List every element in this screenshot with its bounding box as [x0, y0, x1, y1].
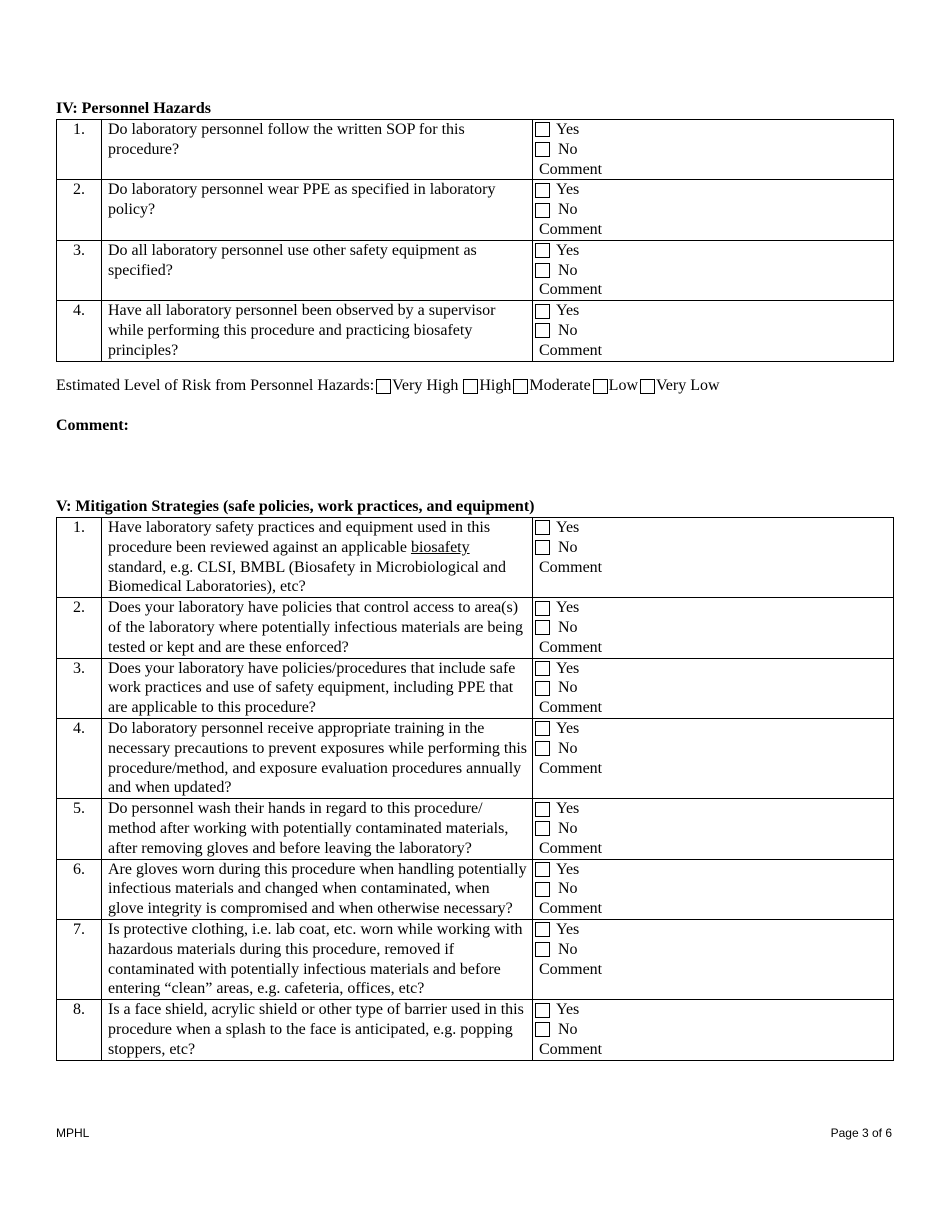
footer-left: MPHL: [56, 1126, 90, 1140]
question-text: Do personnel wash their hands in regard to this procedure/ method after working with potentially contaminated materials, after removing gloves and before leaving the laboratory?: [102, 799, 533, 859]
no-checkbox[interactable]: [535, 681, 550, 696]
yes-checkbox[interactable]: [535, 520, 550, 535]
answer-cell: [533, 718, 894, 798]
yes-option[interactable]: Yes: [535, 241, 893, 261]
footer-right: Page 3 of 6: [830, 1126, 892, 1140]
answer-cell: [533, 180, 894, 240]
row-number: 4.: [57, 301, 102, 361]
no-checkbox[interactable]: [535, 821, 550, 836]
answer-cell: [533, 1000, 894, 1060]
no-checkbox[interactable]: [535, 142, 550, 157]
answer-cell: [533, 120, 894, 180]
comment-field[interactable]: Comment: [539, 558, 603, 576]
yes-option[interactable]: Yes: [535, 659, 893, 679]
question-text: Do laboratory personnel wear PPE as specified in laboratory policy?: [102, 180, 533, 240]
row-number: 3.: [57, 240, 102, 300]
yes-checkbox[interactable]: [535, 922, 550, 937]
mitigation-strategies-table: [56, 517, 894, 1061]
no-checkbox[interactable]: [535, 203, 550, 218]
comment-field[interactable]: Comment: [539, 1040, 603, 1058]
row-number: 2.: [57, 598, 102, 658]
yes-checkbox[interactable]: [535, 122, 550, 137]
table-row: [57, 859, 894, 919]
yes-option[interactable]: Yes: [535, 719, 893, 739]
risk-low-checkbox[interactable]: [593, 379, 608, 394]
question-text: Is a face shield, acrylic shield or other type of barrier used in this procedure when a splash to the face is anticipated, e.g. popping stoppers, etc?: [102, 1000, 533, 1060]
no-checkbox[interactable]: [535, 263, 550, 278]
no-option[interactable]: No: [535, 940, 893, 960]
risk-high-label: High: [479, 377, 512, 394]
risk-very-low-label: Very Low: [656, 377, 720, 394]
answer-cell: [533, 919, 894, 999]
yes-checkbox[interactable]: [535, 661, 550, 676]
table-row: [57, 799, 894, 859]
question-text: Does your laboratory have policies that control access to area(s) of the laboratory where potentially infectious materials are being tested or kept and are these enforced?: [102, 598, 533, 658]
question-text: Have laboratory safety practices and equipment used in this procedure been reviewed against an applicable biosafety standard, e.g. CLSI, BMBL (Biosafety in Microbiological and Biomedical Laboratories), etc?: [102, 518, 533, 598]
section-iv-title: IV: Personnel Hazards: [56, 100, 211, 117]
yes-option[interactable]: Yes: [535, 301, 893, 321]
question-text: Is protective clothing, i.e. lab coat, etc. worn while working with hazardous materials during this procedure, removed if contaminated with potentially infectious materials and before entering “clean” areas, e.g. cafeteria, offices, etc?: [102, 919, 533, 999]
risk-moderate-checkbox[interactable]: [513, 379, 528, 394]
yes-option[interactable]: Yes: [535, 860, 893, 880]
comment-label: Comment:: [56, 417, 129, 434]
comment-field[interactable]: Comment: [539, 900, 603, 918]
row-number: 1.: [57, 120, 102, 180]
yes-option[interactable]: Yes: [535, 920, 893, 940]
answer-cell: [533, 598, 894, 658]
no-option[interactable]: No: [535, 739, 893, 759]
no-checkbox[interactable]: [535, 741, 550, 756]
comment-field[interactable]: Comment: [539, 160, 603, 178]
question-text: Do laboratory personnel receive appropriate training in the necessary precautions to prevent exposures while performing this procedure/method, and exposure evaluation procedures annually and when updated?: [102, 718, 533, 798]
no-option[interactable]: No: [535, 618, 893, 638]
no-checkbox[interactable]: [535, 540, 550, 555]
no-option[interactable]: No: [535, 140, 893, 160]
row-number: 8.: [57, 1000, 102, 1060]
no-checkbox[interactable]: [535, 882, 550, 897]
yes-checkbox[interactable]: [535, 802, 550, 817]
no-checkbox[interactable]: [535, 942, 550, 957]
no-option[interactable]: No: [535, 321, 893, 341]
yes-option[interactable]: Yes: [535, 180, 893, 200]
answer-cell: [533, 518, 894, 598]
yes-option[interactable]: Yes: [535, 799, 893, 819]
yes-checkbox[interactable]: [535, 1003, 550, 1018]
question-text: Are gloves worn during this procedure when handling potentially infectious materials and changed when contaminated, when glove integrity is compromised and when otherwise necessary?: [102, 859, 533, 919]
no-option[interactable]: No: [535, 1020, 893, 1040]
risk-very-high-label: Very High: [392, 377, 459, 394]
answer-cell: [533, 240, 894, 300]
section-v-title: V: Mitigation Strategies (safe policies, work practices, and equipment): [56, 498, 535, 515]
yes-option[interactable]: Yes: [535, 518, 893, 538]
yes-option[interactable]: Yes: [535, 598, 893, 618]
question-text: Do all laboratory personnel use other safety equipment as specified?: [102, 240, 533, 300]
yes-checkbox[interactable]: [535, 183, 550, 198]
risk-low-label: Low: [608, 377, 638, 394]
no-checkbox[interactable]: [535, 1022, 550, 1037]
comment-field[interactable]: Comment: [539, 281, 603, 299]
no-option[interactable]: No: [535, 879, 893, 899]
comment-field[interactable]: Comment: [539, 960, 603, 978]
table-row: [57, 658, 894, 718]
comment-field[interactable]: Comment: [539, 341, 603, 359]
question-text: Do laboratory personnel follow the written SOP for this procedure?: [102, 120, 533, 180]
row-number: 2.: [57, 180, 102, 240]
comment-field[interactable]: Comment: [539, 220, 603, 238]
table-row: [57, 919, 894, 999]
personnel-hazards-table: [56, 119, 894, 362]
yes-checkbox[interactable]: [535, 601, 550, 616]
yes-checkbox[interactable]: [535, 243, 550, 258]
yes-checkbox[interactable]: [535, 862, 550, 877]
no-option[interactable]: No: [535, 819, 893, 839]
table-row: [57, 518, 894, 598]
no-option[interactable]: No: [535, 261, 893, 281]
comment-field[interactable]: Comment: [539, 699, 603, 717]
yes-option[interactable]: Yes: [535, 120, 893, 140]
no-option[interactable]: No: [535, 538, 893, 558]
question-text: Does your laboratory have policies/procedures that include safe work practices and use of safety equipment, including PPE that are applicable to this procedure?: [102, 658, 533, 718]
answer-cell: [533, 301, 894, 361]
answer-cell: [533, 658, 894, 718]
row-number: 3.: [57, 658, 102, 718]
risk-level-row: [56, 376, 720, 396]
biosafety-underlined: biosafety: [410, 538, 470, 556]
table-row: [57, 301, 894, 361]
row-number: 7.: [57, 919, 102, 999]
comment-field[interactable]: Comment: [539, 638, 603, 656]
yes-option[interactable]: Yes: [535, 1000, 893, 1020]
row-number: 1.: [57, 518, 102, 598]
risk-moderate-label: Moderate: [529, 377, 591, 394]
no-option[interactable]: No: [535, 200, 893, 220]
table-row: [57, 718, 894, 798]
yes-checkbox[interactable]: [535, 304, 550, 319]
table-row: [57, 240, 894, 300]
risk-very-low-checkbox[interactable]: [640, 379, 655, 394]
risk-label: Estimated Level of Risk from Personnel Hazards:: [56, 377, 375, 394]
answer-cell: [533, 859, 894, 919]
row-number: 6.: [57, 859, 102, 919]
row-number: 4.: [57, 718, 102, 798]
table-row: [57, 120, 894, 180]
risk-very-high-checkbox[interactable]: [376, 379, 391, 394]
comment-field[interactable]: Comment: [539, 839, 603, 857]
table-row: [57, 598, 894, 658]
table-row: [57, 1000, 894, 1060]
no-checkbox[interactable]: [535, 620, 550, 635]
table-row: [57, 180, 894, 240]
no-checkbox[interactable]: [535, 323, 550, 338]
answer-cell: [533, 799, 894, 859]
risk-high-checkbox[interactable]: [463, 379, 478, 394]
comment-field[interactable]: Comment: [539, 759, 603, 777]
question-text: Have all laboratory personnel been observed by a supervisor while performing this procedure and practicing biosafety principles?: [102, 301, 533, 361]
row-number: 5.: [57, 799, 102, 859]
yes-checkbox[interactable]: [535, 721, 550, 736]
no-option[interactable]: No: [535, 678, 893, 698]
